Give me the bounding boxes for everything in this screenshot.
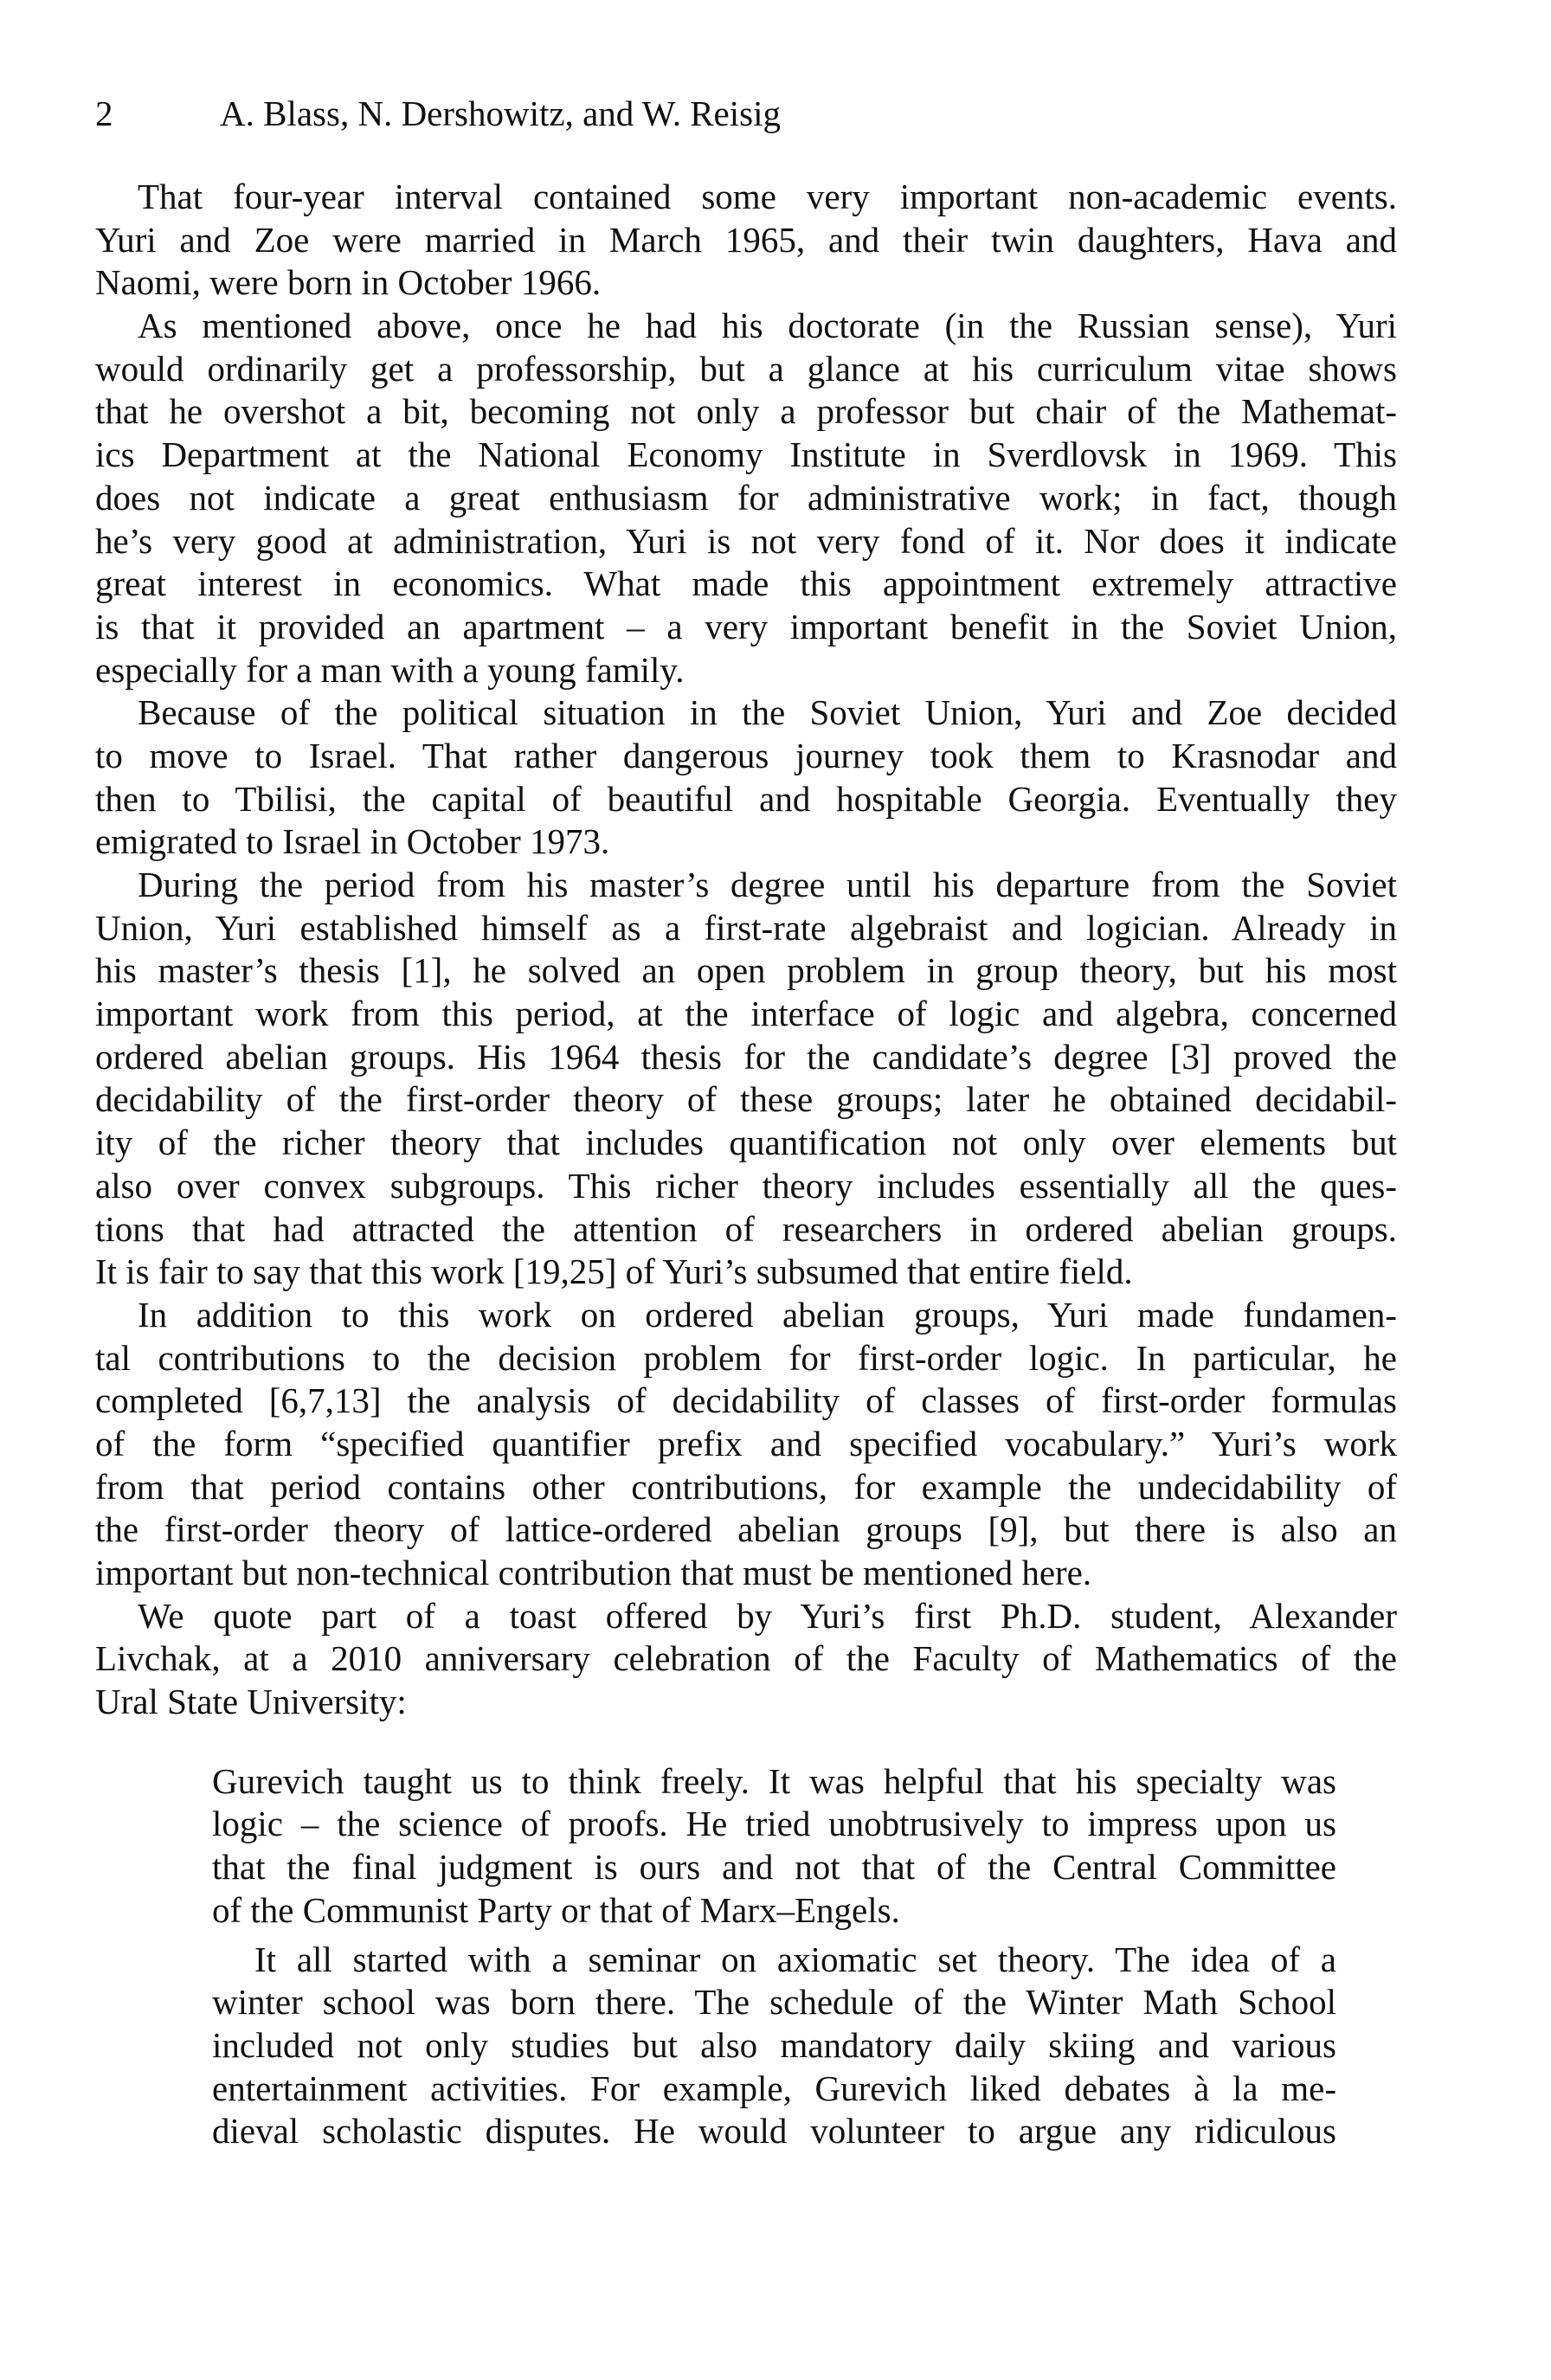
text-line: It is fair to say that this work [19,25] of Yuri’s subsumed that entire field. [95,1251,1133,1292]
text-line: especially for a man with a young family. [95,649,685,690]
quote-line: dieval scholastic disputes. He would volunteer to argue any ridiculous [212,2111,1336,2152]
paragraph [95,864,1397,1294]
text-line: Naomi, were born in October 1966. [95,262,602,303]
quote-line: that the final judgment is ours and not that of the Central Committee [212,1847,1336,1888]
paragraph [95,305,1397,691]
text-line: ordered abelian groups. His 1964 thesis for the candidate’s degree [3] proved the [95,1036,1397,1077]
quote-line: Gurevich taught us to think freely. It was helpful that his specialty was [212,1760,1336,1801]
paragraph [95,176,1397,305]
text-line: Livchak, at a 2010 anniversary celebration of the Faculty of Mathematics of the [95,1638,1397,1679]
quote-paragraph [212,1760,1336,1933]
text-line: his master’s thesis [1], he solved an open problem in group theory, but his most [95,950,1397,991]
text-line: from that period contains other contributions, for example the undecidability of [95,1466,1397,1507]
text-line: that he overshot a bit, becoming not only a professor but chair of the Mathemat- [95,391,1397,432]
paragraph [95,1595,1397,1724]
text-line: is that it provided an apartment – a very important benefit in the Soviet Union, [95,606,1397,646]
text-line: to move to Israel. That rather dangerous journey took them to Krasnodar and [95,735,1397,775]
text-line: Union, Yuri established himself as a first-rate algebraist and logician. Already in [95,907,1397,948]
quote-line: logic – the science of proofs. He tried unobtrusively to impress upon us [212,1804,1336,1844]
text-line: would ordinarily get a professorship, but a glance at his curriculum vitae shows [95,348,1397,389]
text-line: In addition to this work on ordered abelian groups, Yuri made fundamen- [138,1294,1397,1335]
text-line: then to Tbilisi, the capital of beautiful and hospitable Georgia. Eventually they [95,778,1397,819]
text-line: We quote part of a toast offered by Yuri’s first Ph.D. student, Alexander [138,1595,1397,1636]
quote-line: entertainment activities. For example, Gurevich liked debates à la me- [212,2068,1336,2108]
text-line: Ural State University: [95,1682,407,1722]
text-line: decidability of the first-order theory of these groups; later he obtained decidabil- [95,1079,1397,1120]
text-line: he’s very good at administration, Yuri is not very fond of it. Nor does it indicate [95,520,1397,561]
text-line: During the period from his master’s degree until his departure from the Soviet [138,865,1397,904]
text-line: tions that had attracted the attention of researchers in ordered abelian groups. [95,1208,1397,1249]
text-line: ics Department at the National Economy Institute in Sverdlovsk in 1969. This [95,434,1397,475]
text-line: Because of the political situation in the Soviet Union, Yuri and Zoe decided [138,692,1397,733]
quote-line: of the Communist Party or that of Marx–Engels. [212,1889,900,1930]
document-body [95,176,1397,2153]
text-line: emigrated to Israel in October 1973. [95,821,610,862]
block-quote [212,1760,1336,2153]
text-line: of the form “specified quantifier prefix and specified vocabulary.” Yuri’s work [95,1423,1397,1463]
quote-line: winter school was born there. The schedule of the Winter Math School [212,1982,1336,2023]
paragraph [95,691,1397,864]
text-line: That four-year interval contained some very important non-academic events. [138,177,1397,216]
quote-line: included not only studies but also mandatory daily skiing and various [212,2024,1336,2065]
quote-paragraph [212,1939,1336,2153]
running-header-authors: A. Blass, N. Dershowitz, and W. Reisig [220,93,781,133]
text-line: great interest in economics. What made this appointment extremely attractive [95,563,1397,604]
paragraph [95,1294,1397,1595]
text-line: important work from this period, at the interface of logic and algebra, concerned [95,994,1397,1034]
text-line: tal contributions to the decision problem for first-order logic. In particular, he [95,1337,1397,1378]
page-number: 2 [95,93,113,133]
text-line: As mentioned above, once he had his doctorate (in the Russian sense), Yuri [138,306,1397,346]
text-line: important but non-technical contribution that must be mentioned here. [95,1553,1092,1592]
text-line: also over convex subgroups. This richer theory includes essentially all the ques- [95,1165,1397,1206]
text-line: Yuri and Zoe were married in March 1965, and their twin daughters, Hava and [95,219,1397,260]
text-line: completed [6,7,13] the analysis of decidability of classes of first-order formulas [95,1380,1397,1421]
quote-line: It all started with a seminar on axiomatic set theory. The idea of a [254,1939,1336,1979]
text-line: the first-order theory of lattice-ordered abelian groups [9], but there is also an [95,1509,1397,1550]
text-line: ity of the richer theory that includes quantification not only over elements but [95,1122,1397,1163]
text-line: does not indicate a great enthusiasm for administrative work; in fact, though [95,477,1397,518]
